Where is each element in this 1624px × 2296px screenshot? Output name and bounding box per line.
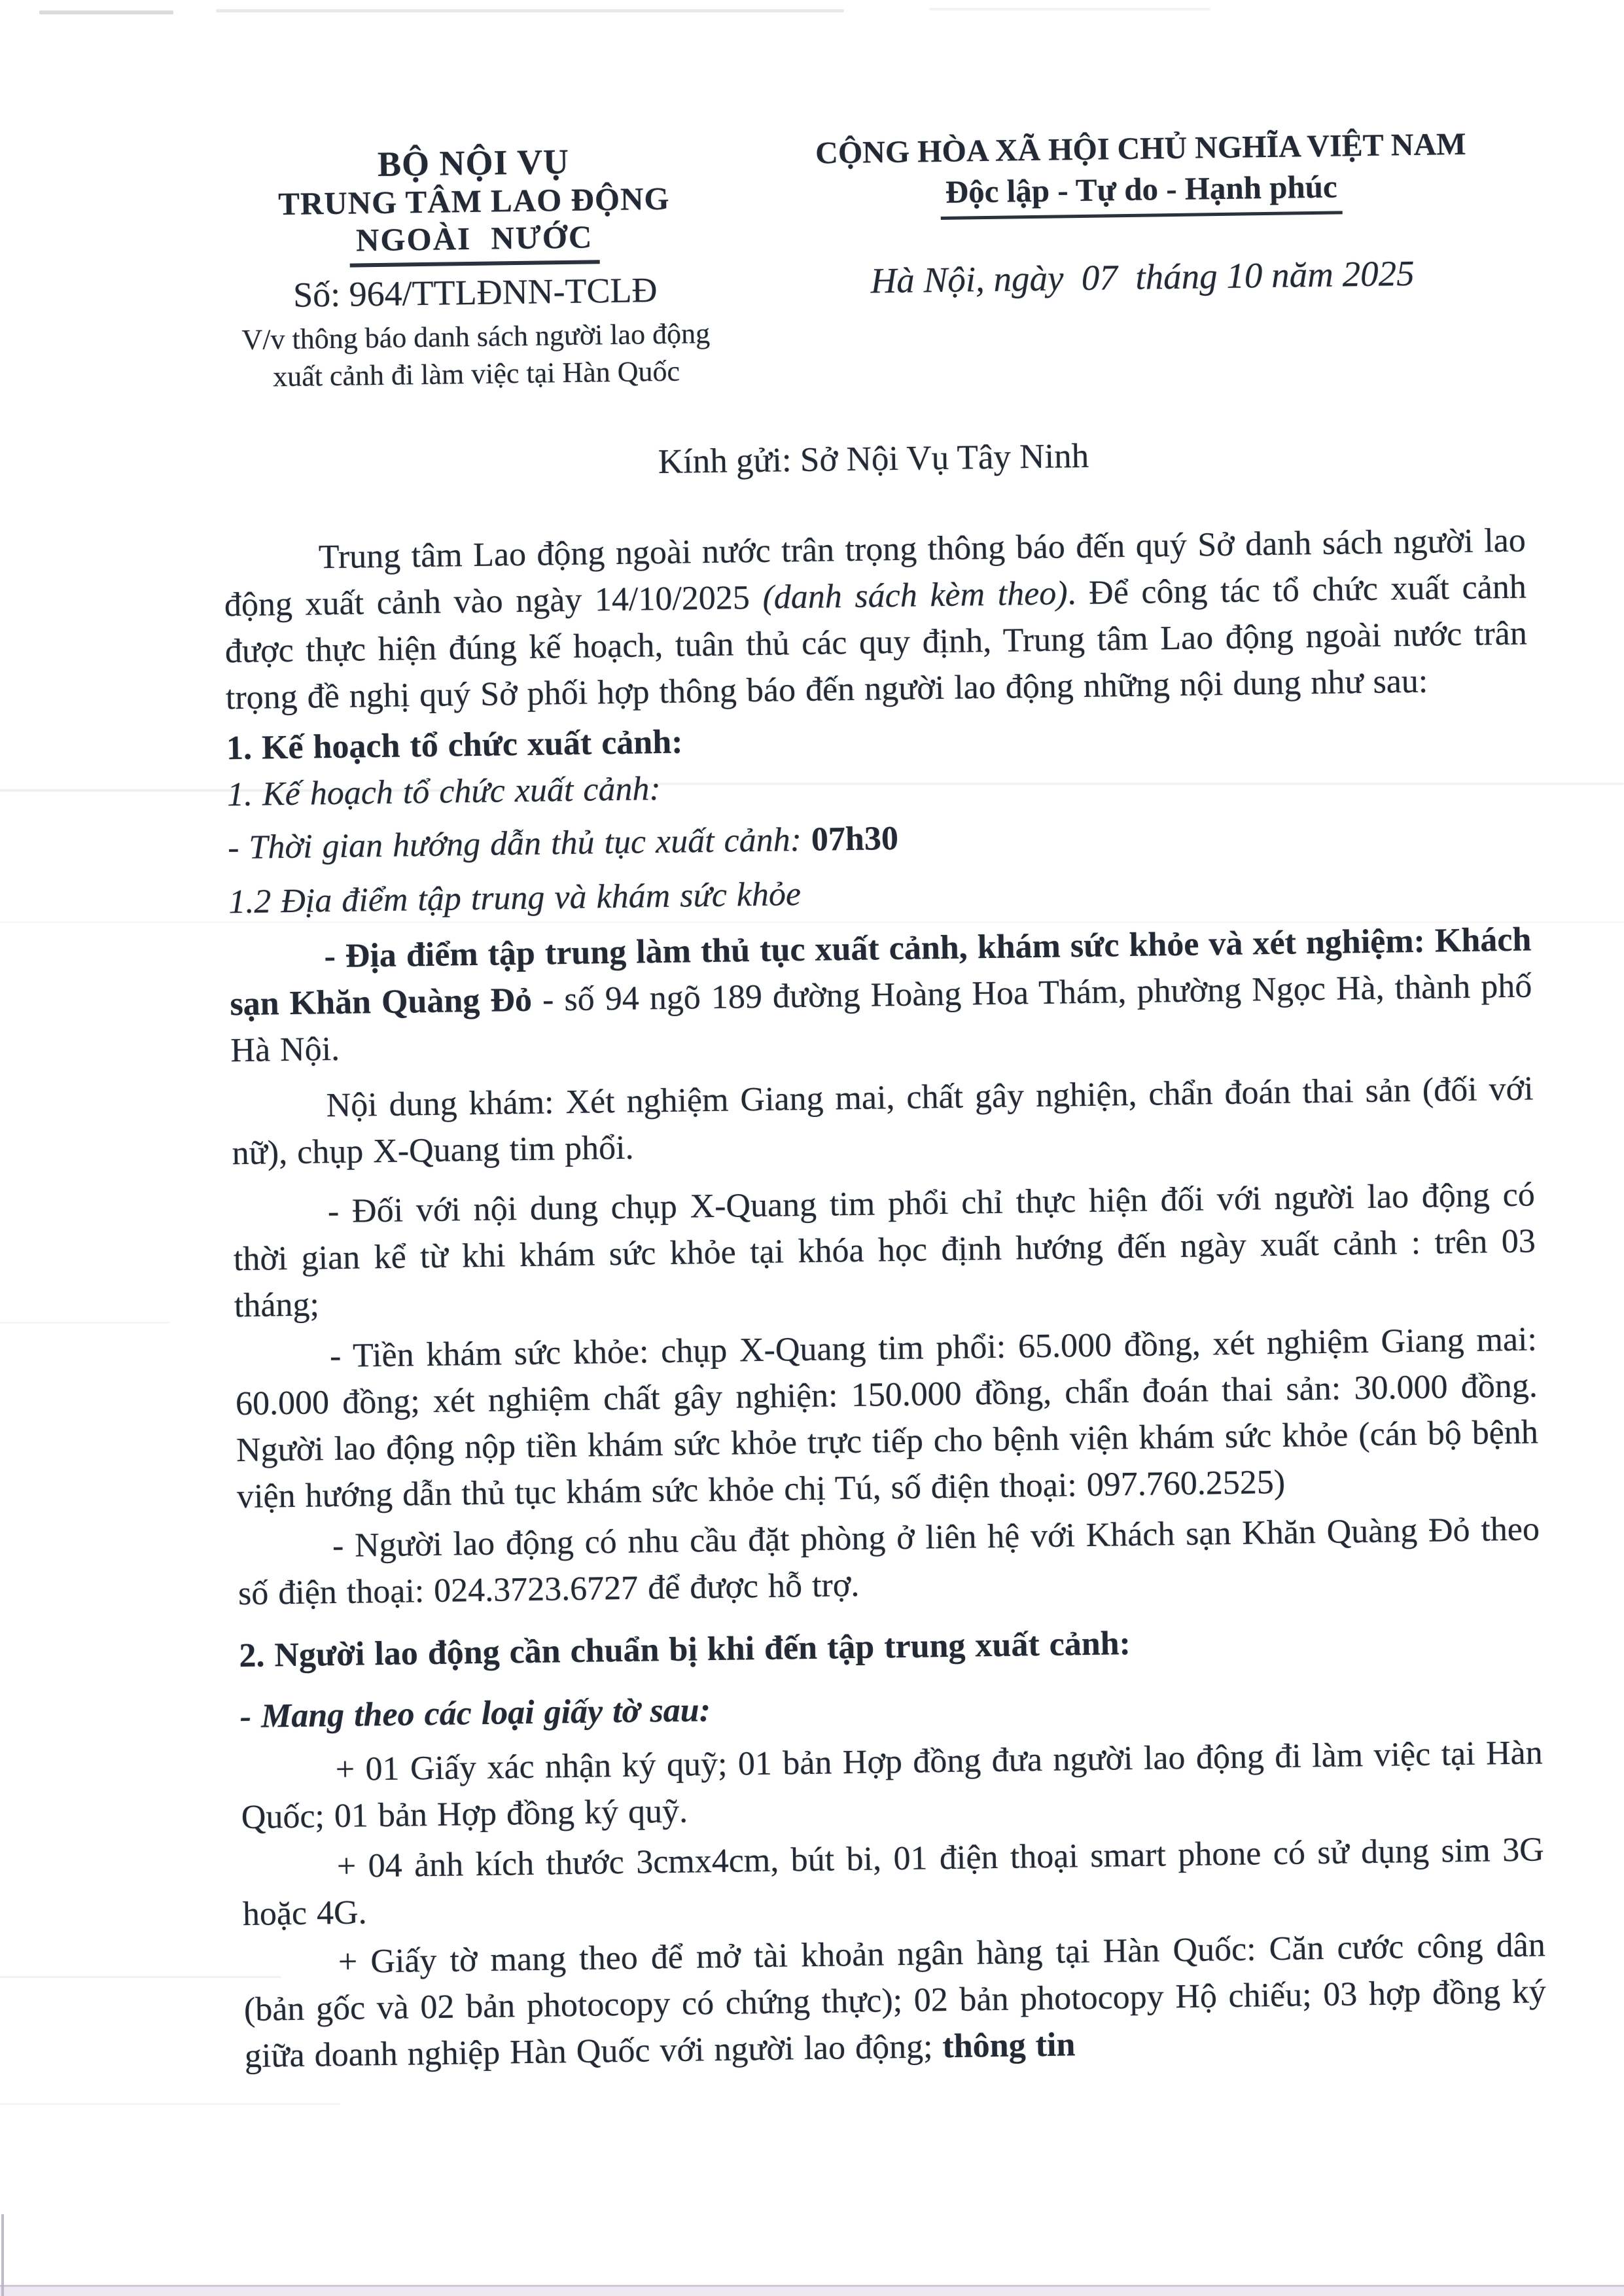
assembly-location-label: - Địa điểm tập trung làm thủ tục xuất cảnh, khám sức khỏe và xét nghiệm: Khách sạn Khăn Quàng Đỏ [230,921,1532,1023]
paragraph-documents-contracts: + 01 Giấy xác nhận ký quỹ; 01 bản Hợp đồng đưa người lao động đi làm việc tại Hàn Quốc; 01 bản Hợp đồng ký quỹ. [241,1734,1544,1837]
section-1-2-heading: 1.2 Địa điểm tập trung và khám sức khỏe [228,875,802,921]
salutation-line: Kính gửi: Sở Nội Vụ Tây Ninh [658,436,1089,482]
ministry-name: BỘ NỘI VỤ [377,141,570,184]
document-body [223,518,1547,2080]
intro-text-cont: . Để công tác tổ chức xuất cảnh được thực hiện đúng kế hoạch, tuân thủ các quy định, Trung tâm Lao động ngoài nước trân trọng đề nghị quý Sở phối hợp thông báo đến người lao động những nội dung như sau: [224,568,1528,717]
header-issuing-agency [231,141,718,397]
org-name-line1: TRUNG TÂM LAO ĐỘNG [277,181,670,222]
departure-time-label: - Thời gian hướng dẫn thủ tục xuất cảnh: [227,821,812,867]
national-motto-line2-underlined: Độc lập - Tự do - Hạnh phúc [940,169,1343,219]
paragraph-hotel-booking: - Người lao động có nhu cầu đặt phòng ở liên hệ với Khách sạn Khăn Quàng Đỏ theo số điện thoại: 024.3723.6727 để được hỗ trợ. [238,1510,1540,1613]
paragraph-xray-condition: - Đối với nội dung chụp X-Quang tim phổi chỉ thực hiện đối với người lao động có thời gian kể từ khi khám sức khỏe tại khóa học định hướng đến ngày xuất cảnh : trên 03 tháng; [233,1176,1536,1325]
document-subject-line1: V/v thông báo danh sách người lao động [241,317,711,357]
assembly-location-address: - số 94 ngõ 189 đường Hoàng Hoa Thám, phường Ngọc Hà, thành phố Hà Nội. [230,967,1532,1070]
header-national-motto [768,127,1515,302]
section-1-subheading: 1. Kế hoạch tổ chức xuất cảnh: [226,770,662,814]
section-2-heading: 2. Người lao động cần chuẩn bị khi đến tập trung xuất cảnh: [238,1625,1131,1675]
place-and-date-line: Hà Nội, ngày 07 tháng 10 năm 2025 [870,253,1415,301]
national-motto-line1: CỘNG HÒA XÃ HỘI CHỦ NGHĨA VIỆT NAM [815,126,1466,171]
item-assembly-location [229,916,1533,1074]
intro-attached-list-note: (danh sách kèm theo) [762,574,1068,616]
paragraph-exam-fees: - Tiền khám sức khỏe: chụp X-Quang tim phổi: 65.000 đồng, xét nghiệm Giang mai: 60.000 đồng; xét nghiệm chất gây nghiện: 150.000 đồng, chẩn đoán thai sản: 30.000 đồng. Người lao động nộp tiền khám sức khỏe trực tiếp cho bệnh viện khám sức khỏe (cán bộ bệnh viện hướng dẫn thủ tục khám sức khỏe chị Tú, số điện thoại: 097.760.2525) [235,1320,1539,1516]
org-name-line2-underlined: NGOÀI NƯỚC [349,220,600,267]
bank-documents-bold-tail: thông tin [942,2026,1076,2066]
departure-time-value: 07h30 [811,819,899,858]
document-number: Số: 964/TTLĐNN-TCLĐ [292,270,658,315]
item-departure-time [228,806,1530,871]
paragraph-photos-phone: + 04 ảnh kích thước 3cmx4cm, bút bi, 01 điện thoại smart phone có sử dụng sim 3G hoặc 4G. [242,1831,1545,1934]
page-left-edge-line [1,2214,4,2296]
paragraph-intro [223,518,1528,722]
document-subject-line2: xuất cảnh đi làm việc tại Hàn Quốc [272,355,680,393]
intro-text: Trung tâm Lao động ngoài nước trân trọng thông báo đến quý Sở danh sách người lao động xuất cảnh vào ngày 14/10/2025 [224,521,1527,624]
section-1-heading: 1. Kế hoạch tổ chức xuất cảnh: [226,723,683,768]
paragraph-bank-account-documents [243,1922,1547,2079]
bank-documents-text: + Giấy tờ mang theo để mở tài khoản ngân hàng tại Hàn Quốc: Căn cước công dân (bản gốc và 02 bản photocopy có chứng thực); 02 bản photocopy Hộ chiếu; 03 hợp đồng ký giữa doanh nghiệp Hàn Quốc với người lao động; [243,1926,1547,2075]
paragraph-exam-content: Nội dung khám: Xét nghiệm Giang mai, chất gây nghiện, chẩn đoán thai sản (đối với nữ), chụp X-Quang tim phổi. [232,1070,1534,1173]
section-2-subheading: - Mang theo các loại giấy tờ sau: [239,1691,711,1736]
